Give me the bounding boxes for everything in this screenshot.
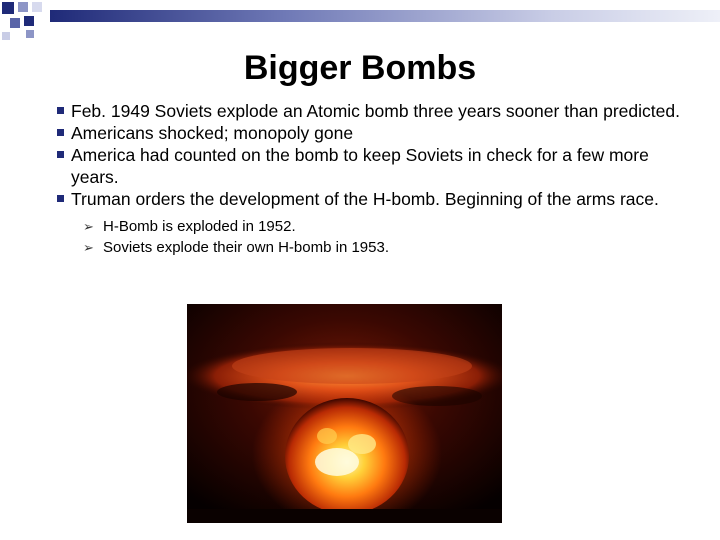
arrowhead-bullet-icon: ➢ — [83, 219, 94, 234]
bullet-item — [57, 144, 687, 188]
decor-square — [16, 0, 30, 14]
sub-bullet-text: H-Bomb is exploded in 1952. — [103, 218, 296, 235]
square-bullet-icon — [57, 107, 64, 114]
decor-square — [8, 16, 22, 30]
slide-title: Bigger Bombs — [243, 49, 477, 87]
decor-square — [0, 0, 16, 16]
square-bullet-icon — [57, 129, 64, 136]
decor-square — [30, 0, 44, 14]
square-bullet-icon — [57, 151, 64, 158]
arrowhead-bullet-icon: ➢ — [83, 240, 94, 255]
decor-square — [22, 14, 36, 28]
bullet-item — [57, 188, 687, 258]
bullet-item — [57, 100, 687, 122]
sub-bullet-item — [83, 216, 687, 237]
header-decoration — [0, 0, 720, 42]
bullet-text: Truman orders the development of the H-bomb. Beginning of the arms race. — [71, 189, 659, 209]
header-gradient-strip — [50, 10, 720, 22]
h-bomb-explosion-photo — [187, 304, 502, 523]
square-bullet-icon — [57, 195, 64, 202]
sub-bullet-item — [83, 237, 687, 258]
sub-bullet-text: Soviets explode their own H-bomb in 1953. — [103, 239, 389, 256]
decor-square — [24, 28, 36, 40]
decor-square — [0, 30, 12, 42]
bullet-list — [57, 100, 687, 258]
bullet-text: Feb. 1949 Soviets explode an Atomic bomb three years sooner than predicted. — [71, 101, 680, 121]
bullet-text: America had counted on the bomb to keep Soviets in check for a few more years. — [71, 145, 649, 187]
bullet-item — [57, 122, 687, 144]
bullet-text: Americans shocked; monopoly gone — [71, 123, 354, 143]
sub-bullet-list — [71, 216, 687, 258]
